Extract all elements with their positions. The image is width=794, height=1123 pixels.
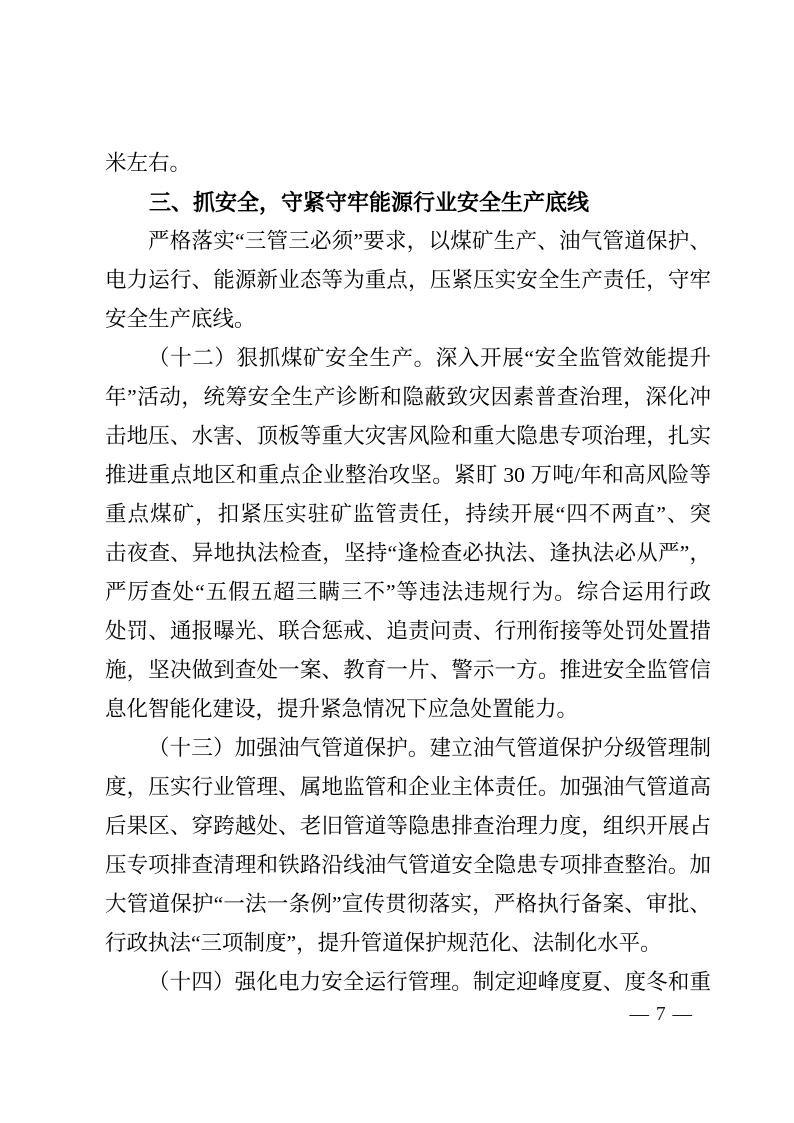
body-line: 大管道保护“一法一条例”宣传贯彻落实，严格执行备案、审批、 — [105, 892, 711, 916]
body-line: 推进重点地区和重点企业整治攻坚。紧盯 30 万吨/年和高风险等 — [105, 463, 711, 487]
body-line: 压专项排查清理和铁路沿线油气管道安全隐患专项排查整治。加 — [105, 853, 711, 877]
intro-paragraph — [105, 222, 711, 339]
body-line: 击地压、水害、顶板等重大灾害风险和重大隐患专项治理，扎实 — [105, 424, 711, 448]
body-line: 严格落实“三管三必须”要求，以煤矿生产、油气管道保护、 — [148, 229, 711, 253]
body-line: 处罚、通报曝光、联合惩戒、追责问责、行刑衔接等处罚处置措 — [105, 619, 711, 643]
document-body — [105, 144, 711, 1002]
page-number: — 7 — — [629, 1004, 693, 1025]
body-line: （十四）强化电力安全运行管理。制定迎峰度夏、度冬和重 — [148, 970, 711, 994]
body-line: 年”活动，统筹安全生产诊断和隐蔽致灾因素普查治理，深化冲 — [105, 385, 711, 409]
body-line: 行政执法“三项制度”，提升管道保护规范化、法制化水平。 — [105, 931, 662, 955]
body-line: 度，压实行业管理、属地监管和企业主体责任。加强油气管道高 — [105, 775, 711, 799]
body-line: 重点煤矿，扣紧压实驻矿监管责任，持续开展“四不两直”、突 — [105, 502, 711, 526]
body-line: （十二）狠抓煤矿安全生产。深入开展“安全监管效能提升 — [148, 346, 711, 370]
body-line: 息化智能化建设，提升紧急情况下应急处置能力。 — [105, 697, 579, 721]
body-line: 施，坚决做到查处一案、教育一片、警示一方。推进安全监管信 — [105, 658, 711, 682]
section-heading: 三、抓安全，守紧守牢能源行业安全生产底线 — [149, 190, 590, 215]
paragraph-item-12 — [105, 339, 711, 729]
body-line: 击夜查、异地执法检查，坚持“逢检查必执法、逢执法必从严”， — [105, 541, 711, 565]
body-line: 安全生产底线。 — [105, 307, 256, 331]
paragraph-item-13 — [105, 729, 711, 963]
body-line: 电力运行、能源新业态等为重点，压紧压实安全生产责任，守牢 — [105, 268, 711, 292]
body-line: 严厉查处“五假五超三瞒三不”等违法违规行为。综合运用行政 — [105, 580, 711, 604]
body-line: 后果区、穿跨越处、老旧管道等隐患排查治理力度，组织开展占 — [105, 814, 711, 838]
body-line: （十三）加强油气管道保护。建立油气管道保护分级管理制 — [148, 736, 711, 760]
paragraph-continuation-line: 米左右。 — [105, 151, 192, 175]
paragraph-item-14 — [105, 963, 711, 1002]
